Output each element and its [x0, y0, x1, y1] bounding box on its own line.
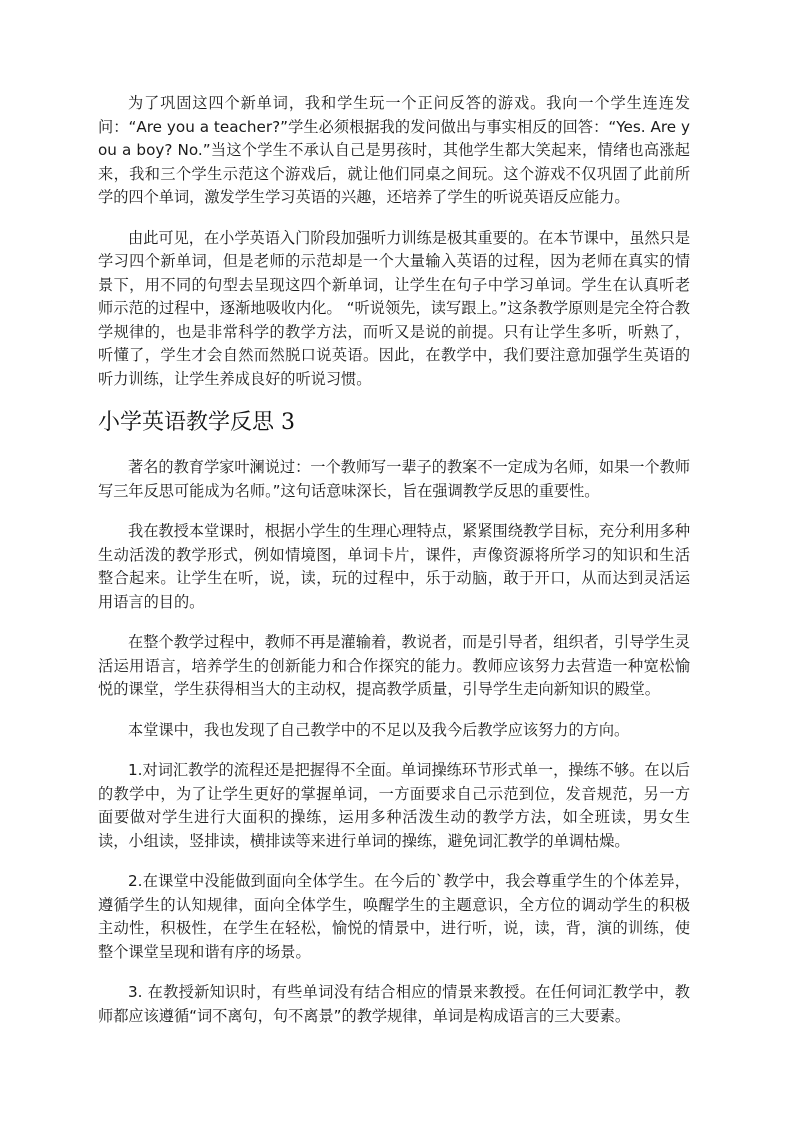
list-item: 2.在课堂中没能做到面向全体学生。在今后的`教学中，我会尊重学生的个体差异，遵循学生的认知规律，面向全体学生，唤醒学生的主题意识，全方位的调动学生的积极主动性，积极性，在学生在轻松，愉悦的情景中，进行听，说，读，背，演的训练，使整个课堂呈现和谐有序的场景。 — [98, 872, 690, 961]
section-heading: 小学英语教学反思 3 — [98, 410, 295, 435]
paragraph: 我在教授本堂课时，根据小学生的生理心理特点，紧紧围绕教学目标，充分利用多种生动活泼的教学形式，例如情境图，单词卡片，课件，声像资源将所学习的知识和生活整合起来。让学生在听，说，读，玩的过程中，乐于动脑，敢于开口，从而达到灵活运用语言的目的。 — [98, 522, 690, 611]
paragraph: 本堂课中，我也发现了自己教学中的不足以及我今后教学应该努力的方向。 — [128, 720, 630, 739]
paragraph: 著名的教育学家叶澜说过：一个教师写一辈子的教案不一定成为名师，如果一个教师写三年反思可能成为名师。”这句话意味深长，旨在强调教学反思的重要性。 — [98, 458, 690, 500]
list-item: 1.对词汇教学的流程还是把握得不全面。单词操练环节形式单一，操练不够。在以后的教学中，为了让学生更好的掌握单词，一方面要求自己示范到位，发音规范，另一方面要做对学生进行大面积的操练，运用多种活泼生动的教学方法，如全班读，男女生读，小组读，竖排读，横排读等来进行单词的操练，避免词汇教学的单调枯燥。 — [98, 761, 690, 850]
document-page — [98, 92, 690, 1045]
paragraph: 为了巩固这四个新单词，我和学生玩一个正问反答的游戏。我向一个学生连连发问：“Are you a teacher?”学生必须根据我的发问做出与事实相反的回答：“Yes. Are you a boy? No.”当这个学生不承认自己是男孩时，其他学生都大笑起来，情绪也高涨起来，我和三个学生示范这个游戏后，就让他们同桌之间玩。这个游戏不仅巩固了此前所学的四个单词，激发学生学习英语的兴趣，还培养了学生的听说英语反应能力。 — [98, 94, 690, 206]
paragraph: 在整个教学过程中，教师不再是灌输着，教说者，而是引导者，组织者，引导学生灵活运用语言，培养学生的创新能力和合作探究的能力。教师应该努力去营造一种宽松愉悦的课堂，学生获得相当大的主动权，提高教学质量，引导学生走向新知识的殿堂。 — [98, 633, 690, 698]
list-item: 3. 在教授新知识时，有些单词没有结合相应的情景来教授。在任何词汇教学中，教师都应该遵循“词不离句，句不离景”的教学规律，单词是构成语言的三大要素。 — [98, 983, 690, 1025]
paragraph: 由此可见，在小学英语入门阶段加强听力训练是极其重要的。在本节课中，虽然只是学习四个新单词，但是老师的示范却是一个大量输入英语的过程，因为老师在真实的情景下，用不同的句型去呈现这四个新单词，让学生在句子中学习单词。学生在认真听老师示范的过程中，逐渐地吸收内化。 “听说领先，读写跟上。”这条教学原则是完全符合教学规律的，也是非常科学的教学方法，而听又是说的前提。只有让学生多听，听熟了，听懂了，学生才会自然而然脱口说英语。因此，在教学中，我们要注意加强学生英语的听力训练，让学生养成良好的听说习惯。 — [98, 228, 690, 388]
